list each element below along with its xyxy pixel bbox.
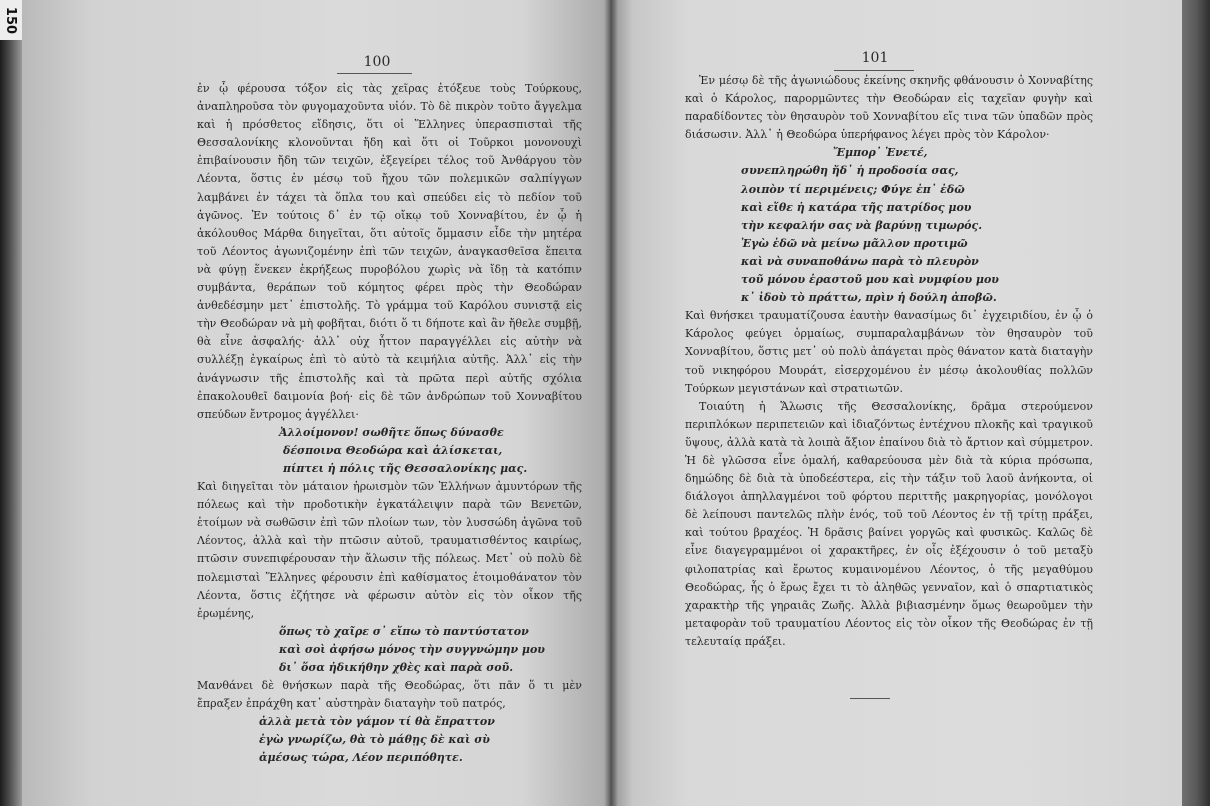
right-paragraph-3: Τοιαύτη ἡ Ἅλωσις τῆς Θεσσαλονίκης, δρᾶμα στερούμενον περιπλόκων περιπετειῶν καὶ ἰδιαζόντως ἐντέχνου πλοκῆς καὶ τραγικοῦ ὕψους, ἀλλὰ κατὰ τὰ λοιπὰ ἄξιον ἐπαίνου διὰ τὸ ἄρτιον καὶ σύμμετρον. Ἡ δὲ γλῶσσα εἶνε ὁμαλή, καθαρεύουσα μὲν διὰ τὰ κύρια πρόσωπα, δημώδης δὲ διὰ τὰ ὑποδεέστερα, εἰς τὴν τάξιν τοῦ λαοῦ ἀνήκοντα, οἱ διάλογοι ἀπηλλαγμένοι τοῦ φόρτου περιττῆς μακρηγορίας, μονόλογοι δὲ λείπουσι παντελῶς πλὴν ἑνός, τοῦ τοῦ Λέοντος ἐν τῇ τρίτῃ πράξει, καὶ τούτου βραχέος. Ἡ δρᾶσις βαίνει γοργῶς καὶ φυσικῶς. Καλῶς δὲ εἶνε διαγεγραμμένοι οἱ χαρακτῆρες, ἐν οἷς ἐξέχουσιν ὁ τοῦ μεταξὺ φιλοπατρίας καὶ ἔρωτος κυμαινομένου Λέοντος, ὁ τῆς μεγαθύμου Θεοδώρας, ἧς ὁ ἔρως ἔχει τι τὸ ἀληθῶς γενναῖον, καὶ ὁ σπαρτιατικὸς χαρακτὴρ τῆς γηραιᾶς Ζωῆς. Ἀλλὰ βιβιασμένην ὅμως θεωροῦμεν τὴν μεταφορὰν τοῦ τραυματίου Λέοντος εἰς τὸν οἶκον τῆς Θεοδώρας ἐν τῇ τελευταίᾳ πράξει. bbox=[685, 399, 1093, 648]
verse-line: συνεπληρώθη ἤδ᾽ ἡ προδοσία σας, bbox=[741, 164, 959, 178]
left-verse-3 bbox=[197, 713, 582, 767]
verse-line: Ἀλλοίμονον! σωθῆτε ὅπως δύνασθε bbox=[279, 425, 504, 439]
verse-line: τὴν κεφαλήν σας νὰ βαρύνῃ τιμωρός. bbox=[741, 218, 983, 232]
right-page-body bbox=[685, 72, 1093, 651]
scanner-edge-left bbox=[0, 0, 22, 806]
book-gutter bbox=[604, 0, 618, 806]
verse-line: δι᾽ ὅσα ἠδικήθην χθὲς καὶ παρὰ σοῦ. bbox=[279, 661, 514, 674]
verse-line: ὅπως τὸ χαῖρε σ᾽ εἴπω τὸ παντύστατον bbox=[279, 624, 529, 638]
right-verse-1 bbox=[685, 144, 1093, 307]
verse-line: δέσποινα Θεοδώρα καὶ ἁλίσκεται, bbox=[283, 443, 503, 457]
side-tab-text: 150 bbox=[3, 6, 19, 34]
left-paragraph-3: Μανθάνει δὲ θνήσκων παρὰ τῆς Θεοδώρας, ὅτι πᾶν ὅ τι μὲν ἔπραξεν ἐπράχθη κατ᾽ αὐστηρὰν διαταγὴν τοῦ πατρός, bbox=[197, 679, 582, 711]
side-tab-number bbox=[0, 0, 22, 40]
verse-line: λοιπὸν τί περιμένεις; Φύγε ἐπ᾽ ἐδῶ bbox=[741, 182, 965, 196]
page-number-left: 100 bbox=[363, 54, 391, 70]
verse-line: Ἐγὼ ἐδῶ νὰ μείνω μᾶλλον προτιμῶ bbox=[741, 236, 968, 250]
verse-line: πίπτει ἡ πόλις τῆς Θεσσαλονίκης μας. bbox=[283, 461, 528, 475]
verse-line: κ᾽ ἰδοὺ τὸ πράττω, πρὶν ἡ δούλη ἀποβῶ. bbox=[741, 291, 997, 305]
left-paragraph-2: Καὶ διηγεῖται τὸν μάταιον ἡρωισμὸν τῶν Ἑλλήνων ἀμυντόρων τῆς πόλεως καὶ τὴν προδοτικὴν ἐγκατάλειψιν παρὰ τῶν Βενετῶν, ἑτοίμων νὰ σωθῶσιν ἐπὶ τῶν πλοίων των, τὸν λυσσώδη ἀγῶνα τοῦ Λέοντος, ἀλλὰ καὶ τὴν πτῶσιν αὐτοῦ, τραυματισθέντος καιρίως, πτῶσιν συνεπιφέρουσαν τὴν ἅλωσιν τῆς πόλεως. Μετ᾽ οὐ πολὺ δὲ πολεμισταὶ Ἕλληνες φέρουσιν ἐπὶ καθίσματος ἑτοιμοθάνατον τὸν Λέοντα, ὅστις ἐζήτησε νὰ φέρωσιν αὐτὸν εἰς τὸν οἶκον τῆς ἐρωμένης, bbox=[197, 480, 582, 620]
left-verse-2 bbox=[197, 623, 582, 677]
verse-line: ἀλλὰ μετὰ τὸν γάμον τί θὰ ἔπραττον bbox=[259, 715, 495, 729]
left-paragraph-1: ἐν ᾧ φέρουσα τόξον εἰς τὰς χεῖρας ἐτόξευε τοὺς Τούρκους, ἀναπληροῦσα τὸν φυγομαχοῦντα υἱόν. Τὸ δὲ πικρὸν τοῦτο ἄγγελμα καὶ ἡ πρόσθετος εἴδησις, ὅτι οἱ Ἕλληνες ὑπερασπισταὶ τῆς Θεσσαλονίκης κλονοῦνται ἤδη καὶ ὅτι οἱ Τοῦρκοι μονονουχὶ ἐπιβαίνουσιν ἤδη τῶν τειχῶν, ἐξεγείρει τέλος τοῦ Ἀνθάργου τὸν Λέοντα, ὅστις ἐν μέσῳ τοῦ ἤχου τῶν πολεμικῶν σαλπίγγων λαμβάνει ἐν τάχει τὰ ὅπλα του καὶ σπεύδει εἰς τὸ πεδίον τοῦ ἀγῶνος. Ἐν τούτοις δ᾽ ἐν τῷ οἴκῳ τοῦ Χονναβίτου, ἐν ᾧ ἡ ἀκόλουθος Μάρθα διηγεῖται, ὅτι αὐτοῖς ὄμμασιν εἶδε τὴν μητέρα τοῦ Λέοντος ἀγωνιζομένην ἐπὶ τῶν τειχῶν, ἀναγκασθεῖσα ἔπειτα νὰ φύγῃ ἕνεκεν ἐκρήξεως πυροβόλου χωρὶς νὰ ἴδῃ τὰ κατόπιν συμβάντα, θεράπων τοῦ κόμητος φέρει πρὸς τὴν Θεοδώραν ἀνθεδέσμην μετ᾽ ἐπιστολῆς. Τὸ γράμμα τοῦ Καρόλου συνιστᾷ εἰς τὴν Θεοδώραν νὰ μὴ φοβῆται, διότι ὅ τι δήποτε καὶ ἂν ἤθελε συμβῇ, θὰ εἶνε ἀσφαλής· ἀλλ᾽ οὐχ ἧττον παραγγέλλει εἰς αὐτὴν νὰ συλλέξῃ ἐγκαίρως ἐπὶ τὸ αὐτὸ τὰ κειμήλια αὐτῆς. Ἀλλ᾽ εἰς τὴν ἀνάγνωσιν τῆς ἐπιστολῆς καὶ τὰ πρῶτα περὶ αὐτῆς σχόλια ἐπακολουθεῖ δαιμονία βοή· εἰς δὲ τῶν ἀνδρώπων τοῦ Χονναβίτου σπεύδων ἔντρομος ἀγγέλλει· bbox=[197, 82, 582, 421]
verse-line: καὶ νὰ συναποθάνω παρὰ τὸ πλευρὸν bbox=[741, 254, 979, 268]
verse-line: ἐγὼ γνωρίζω, θὰ τὸ μάθῃς δὲ καὶ σὺ bbox=[259, 733, 490, 747]
verse-line: ἀμέσως τώρα, Λέον περιπόθητε. bbox=[259, 751, 463, 765]
verse-line: καὶ εἴθε ἡ κατάρα τῆς πατρίδος μου bbox=[741, 200, 972, 214]
scanner-edge-right bbox=[1182, 0, 1210, 806]
left-verse-1 bbox=[197, 424, 582, 478]
verse-line: τοῦ μόνου ἐραστοῦ μου καὶ νυμφίου μου bbox=[741, 273, 999, 287]
section-end-rule bbox=[850, 698, 890, 699]
left-page-body bbox=[197, 80, 582, 768]
verse-line: Ἔμπορ᾽ Ἐνετέ, bbox=[833, 146, 928, 160]
right-paragraph-1: Ἐν μέσῳ δὲ τῆς ἀγωνιώδους ἐκείνης σκηνῆς φθάνουσιν ὁ Χονναβίτης καὶ ὁ Κάρολος, παρορμῶντες τὴν Θεοδώραν εἰς ταχεῖαν φυγὴν καὶ παραδίδοντες τὸν θησαυρὸν τοῦ Χονναβίτου εἴς τινα τῶν ὑπαδῶν πρὸς διάσωσιν. Ἀλλ᾽ ἡ Θεοδώρα ὑπερήφανος λέγει πρὸς τὸν Κάρολον· bbox=[685, 74, 1093, 142]
left-page bbox=[22, 0, 610, 806]
verse-line: καὶ σοὶ ἀφήσω μόνος τὴν συγγνώμην μου bbox=[279, 642, 545, 656]
right-paragraph-2: Καὶ θνήσκει τραυματίζουσα ἑαυτὴν θανασίμως δι᾽ ἐγχειριδίου, ἐν ᾧ ὁ Κάρολος φεύγει ὁρμαίως, συμπαραλαμβάνων τὸν θησαυρὸν τοῦ Χονναβίτου, ὅστις μετ᾽ οὐ πολὺ ἀπάγεται πρὸς θάνατον κατὰ διαταγὴν τοῦ νικηφόρου Μουράτ, εἰσερχομένου ἐν μέσῳ ἀκολουθίας πολλῶν Τούρκων μεγιστάνων καὶ στρατιωτῶν. bbox=[685, 309, 1093, 395]
page-number-rule-left bbox=[337, 73, 412, 74]
page-number-rule-right bbox=[834, 70, 914, 71]
right-page bbox=[610, 0, 1182, 806]
page-number-right: 101 bbox=[861, 50, 889, 66]
